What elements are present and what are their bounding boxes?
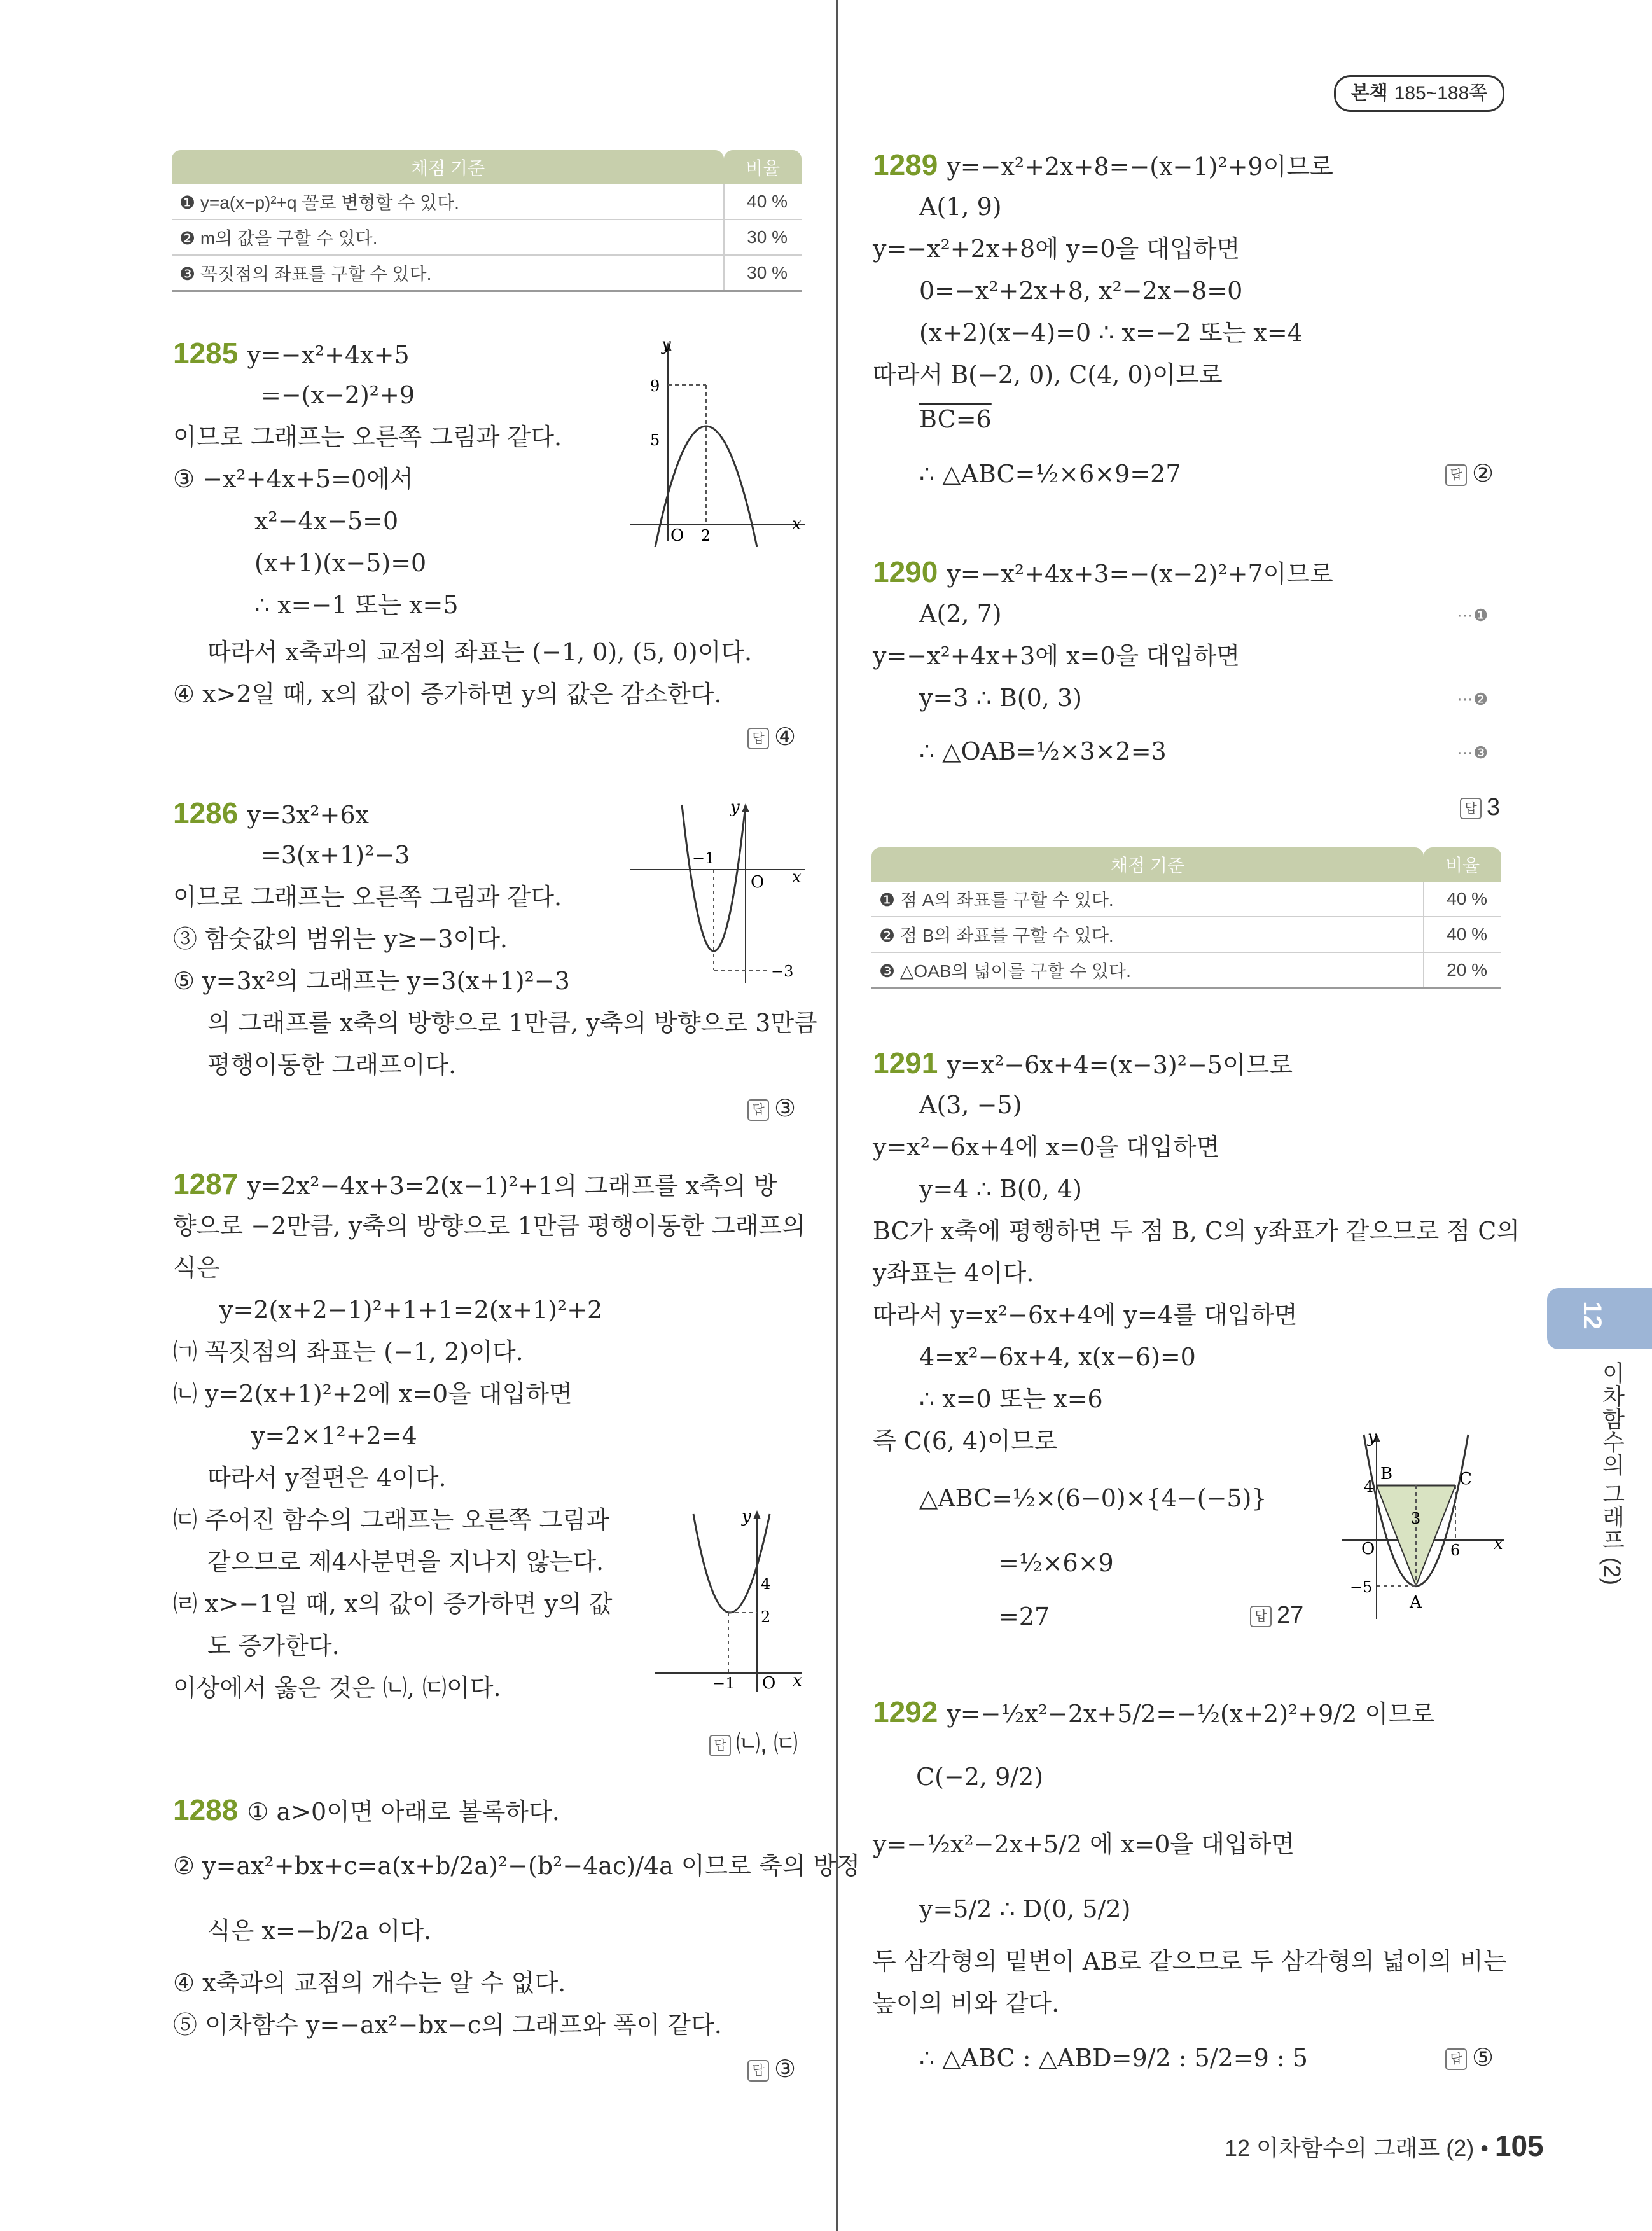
step-marker: ⋯❶ <box>1457 606 1489 625</box>
solution-line: y=−x²+4x+3=−(x−2)²+7이므로 <box>947 560 1333 588</box>
solution-line: 같으므로 제4사분면을 지나지 않는다. <box>207 1548 604 1576</box>
solution-line: (x+2)(x−4)=0 ∴ x=−2 또는 x=4 <box>919 319 1303 347</box>
solution-line: A(3, −5) <box>919 1091 1022 1119</box>
grading-table-1290 <box>871 847 1501 989</box>
solution-line: y=4 ∴ B(0, 4) <box>919 1175 1082 1203</box>
step-marker: ⋯❷ <box>1457 690 1489 709</box>
chapter-side-title: 이차함수의 그래프 (2) <box>1599 1361 1625 1586</box>
ratio-header: 비율 <box>724 150 802 184</box>
solution-line: y=5/2 ∴ D(0, 5/2) <box>919 1895 1131 1923</box>
solution-line: ⑤ 이차함수 y=−ax²−bx−c의 그래프와 폭이 같다. <box>173 2011 722 2039</box>
solution-line: ㈀ 꼭짓점의 좌표는 (−1, 2)이다. <box>173 1338 524 1366</box>
solution-line: 의 그래프를 x축의 방향으로 1만큼, y축의 방향으로 3만큼 <box>207 1009 817 1037</box>
origin-label: O <box>1361 1539 1375 1559</box>
solution-line: 이므로 그래프는 오른쪽 그림과 같다. <box>173 883 562 911</box>
solution-line: y좌표는 4이다. <box>873 1259 1034 1287</box>
tick-label: 3 <box>1411 1510 1421 1527</box>
solution-line: ④ x>2일 때, x의 값이 증가하면 y의 값은 감소한다. <box>173 680 722 708</box>
solution-line: ③ 함숫값의 범위는 y≥−3이다. <box>173 925 508 953</box>
solution-line: y=3x²+6x <box>247 801 369 829</box>
answer-mark: 답 ③ <box>747 1094 796 1123</box>
axis-label-x: x <box>792 868 802 887</box>
solution-line: y=3 ∴ B(0, 3) <box>919 684 1082 712</box>
tick-label: −1 <box>712 1674 735 1692</box>
solution-line: y=2x²−4x+3=2(x−1)²+1의 그래프를 x축의 방 <box>247 1172 777 1200</box>
criterion-cell: ❸ 꼭짓점의 좌표를 구할 수 있다. <box>172 255 724 291</box>
solution-line: ∴ △OAB=½×3×2=3 <box>919 737 1167 765</box>
solution-line: C(−2, 9/2) <box>916 1763 1044 1791</box>
criterion-cell: ❶ 점 A의 좌표를 구할 수 있다. <box>871 882 1424 917</box>
ratio-cell: 30 % <box>724 255 802 291</box>
solution-line: 평행이동한 그래프이다. <box>207 1051 457 1079</box>
footer-chapter: 12 이차함수의 그래프 (2) <box>1225 2135 1475 2161</box>
ratio-cell: 30 % <box>724 219 802 255</box>
tick-label: 2 <box>761 1608 771 1626</box>
ratio-cell: 20 % <box>1424 952 1501 989</box>
problem-number: 1289 <box>873 148 938 181</box>
grading-table-top <box>172 150 802 292</box>
tick-label: 6 <box>1450 1541 1461 1559</box>
solution-line: BC=6 <box>919 405 992 433</box>
ratio-cell: 40 % <box>1424 917 1501 952</box>
ratio-cell: 40 % <box>1424 882 1501 917</box>
solution-line: 4=x²−6x+4, x(x−6)=0 <box>919 1343 1196 1371</box>
criterion-cell: ❷ 점 B의 좌표를 구할 수 있다. <box>871 917 1424 952</box>
origin-label: O <box>670 526 684 545</box>
solution-line: ∴ x=0 또는 x=6 <box>919 1385 1103 1413</box>
criterion-cell: ❷ m의 값을 구할 수 있다. <box>172 219 724 255</box>
axis-label-y: y <box>730 798 740 817</box>
tick-label: 4 <box>1364 1478 1374 1496</box>
solution-line: (x+1)(x−5)=0 <box>254 549 427 577</box>
graph-1285 <box>623 337 808 547</box>
answer-mark: 답 ③ <box>747 2055 796 2083</box>
criterion-cell: ❸ △OAB의 넓이를 구할 수 있다. <box>871 952 1424 989</box>
point-label: A <box>1410 1593 1422 1612</box>
answer-mark: 답 ④ <box>747 723 796 751</box>
problem-number: 1288 <box>173 1793 239 1826</box>
page-range-badge: 본책 185~188쪽 <box>1334 75 1504 112</box>
solution-line: y=−x²+4x+3에 x=0을 대입하면 <box>873 642 1240 670</box>
solution-line: y=−½x²−2x+5/2 에 x=0을 대입하면 <box>873 1830 1295 1858</box>
tick-label: 2 <box>701 527 711 545</box>
solution-line: ∴ △ABC=½×6×9=27 <box>919 460 1181 488</box>
criterion-cell: ❶ y=a(x−p)²+q 꼴로 변형할 수 있다. <box>172 184 724 219</box>
origin-label: O <box>762 1674 776 1693</box>
solution-line: A(1, 9) <box>919 193 1002 221</box>
problem-number: 1287 <box>173 1167 239 1200</box>
answer-mark: 답 ⑤ <box>1445 2043 1494 2072</box>
solution-line: ㈁ y=2(x+1)²+2에 x=0을 대입하면 <box>173 1380 573 1408</box>
column-divider <box>836 0 838 2231</box>
tick-label: −1 <box>692 849 715 867</box>
solution-line: 따라서 y절편은 4이다. <box>207 1464 447 1492</box>
graph-1287 <box>649 1508 808 1699</box>
solution-line: 즉 C(6, 4)이므로 <box>873 1427 1058 1455</box>
problem-number: 1290 <box>873 555 938 588</box>
solution-line: y=2(x+2−1)²+1+1=2(x+1)²+2 <box>219 1296 603 1324</box>
solution-line: 따라서 B(−2, 0), C(4, 0)이므로 <box>873 361 1223 389</box>
tick-label: 5 <box>650 431 660 449</box>
solution-line: ㈂ 주어진 함수의 그래프는 오른쪽 그림과 <box>173 1506 609 1534</box>
solution-line: y=−x²+4x+5 <box>247 341 410 369</box>
tick-label: 4 <box>761 1575 771 1593</box>
solution-line: y=x²−6x+4=(x−3)²−5이므로 <box>947 1051 1293 1079</box>
solution-line: 두 삼각형의 밑변이 AB로 같으므로 두 삼각형의 넓이의 비는 <box>873 1947 1507 1975</box>
solution-line: y=−½x²−2x+5/2=−½(x+2)²+9/2 이므로 <box>947 1700 1435 1728</box>
solution-line: ∴ x=−1 또는 x=5 <box>254 591 459 619</box>
answer-mark: 답 3 <box>1460 794 1500 821</box>
axis-label-y: y <box>662 337 671 354</box>
point-label: C <box>1459 1470 1472 1489</box>
solution-line: 식은 <box>173 1254 220 1282</box>
solution-line: =½×6×9 <box>999 1549 1114 1577</box>
solution-line: ∴ △ABC : △ABD=9/2 : 5/2=9 : 5 <box>919 2044 1308 2072</box>
solution-line: 식은 x=−b/2a 이다. <box>207 1917 432 1945</box>
solution-line: ① a>0이면 아래로 볼록하다. <box>247 1798 560 1826</box>
axis-label-x: x <box>792 515 802 534</box>
solution-line: △ABC=½×(6−0)×{4−(−5)} <box>919 1484 1267 1512</box>
solution-line: y=−x²+2x+8=−(x−1)²+9이므로 <box>947 153 1333 181</box>
answer-mark: 답 ② <box>1445 459 1494 488</box>
solution-line: 이므로 그래프는 오른쪽 그림과 같다. <box>173 423 562 451</box>
graph-1286 <box>623 798 808 989</box>
ratio-header: 비율 <box>1424 847 1501 882</box>
origin-label: O <box>751 873 765 892</box>
problem-number: 1285 <box>173 337 239 370</box>
solution-line: 도 증가한다. <box>207 1632 340 1660</box>
axis-label-x: x <box>793 1671 802 1690</box>
step-marker: ⋯❸ <box>1457 743 1489 762</box>
solution-line: x²−4x−5=0 <box>254 507 399 535</box>
tick-label: 9 <box>650 377 660 395</box>
criterion-header: 채점 기준 <box>871 847 1424 882</box>
axis-label-y: y <box>1368 1428 1377 1447</box>
problem-number: 1292 <box>873 1695 938 1728</box>
chapter-tab: 12 <box>1547 1288 1652 1349</box>
axis-label-y: y <box>742 1508 751 1526</box>
solution-line: A(2, 7) <box>919 600 1002 628</box>
solution-line: y=−x²+2x+8에 y=0을 대입하면 <box>873 235 1240 263</box>
solution-line: ② y=ax²+bx+c=a(x+b/2a)²−(b²−4ac)/4a 이므로 축의 방정 <box>173 1852 860 1880</box>
page-footer: 12 이차함수의 그래프 (2) • 105 <box>1225 2129 1544 2162</box>
solution-line: 향으로 −2만큼, y축의 방향으로 1만큼 평행이동한 그래프의 <box>173 1212 805 1240</box>
solution-line: 따라서 y=x²−6x+4에 y=4를 대입하면 <box>873 1301 1298 1329</box>
solution-line: 이상에서 옳은 것은 ㈁, ㈂이다. <box>173 1674 501 1702</box>
solution-line: =3(x+1)²−3 <box>261 841 410 869</box>
solution-line: y=2×1²+2=4 <box>251 1422 417 1450</box>
graph-1291 <box>1336 1428 1514 1625</box>
solution-line: 0=−x²+2x+8, x²−2x−8=0 <box>919 277 1243 305</box>
solution-line: ⑤ y=3x²의 그래프는 y=3(x+1)²−3 <box>173 967 570 995</box>
tick-label: −3 <box>771 963 794 980</box>
solution-line: =27 <box>999 1602 1050 1630</box>
criterion-header: 채점 기준 <box>172 150 724 184</box>
axis-label-x: x <box>1494 1534 1503 1553</box>
solution-line: ④ x축과의 교점의 개수는 알 수 없다. <box>173 1969 566 1997</box>
tick-label: −5 <box>1350 1578 1373 1596</box>
problem-number: 1291 <box>873 1046 938 1080</box>
solution-line: BC가 x축에 평행하면 두 점 B, C의 y좌표가 같으므로 점 C의 <box>873 1217 1520 1245</box>
solution-line: ③ −x²+4x+5=0에서 <box>173 465 413 493</box>
point-label: B <box>1380 1464 1393 1484</box>
solution-line: 높이의 비와 같다. <box>873 1989 1060 2017</box>
solution-line: ㈃ x>−1일 때, x의 값이 증가하면 y의 값 <box>173 1590 613 1618</box>
solution-line: y=x²−6x+4에 x=0을 대입하면 <box>873 1133 1220 1161</box>
solution-line: =−(x−2)²+9 <box>261 381 415 409</box>
answer-mark: 답 27 <box>1250 1602 1303 1629</box>
ratio-cell: 40 % <box>724 184 802 219</box>
problem-number: 1286 <box>173 796 239 830</box>
page-number: 105 <box>1494 2129 1544 2162</box>
answer-mark: 답 ㈁, ㈂ <box>709 1724 798 1759</box>
solution-line: 따라서 x축과의 교점의 좌표는 (−1, 0), (5, 0)이다. <box>207 638 753 666</box>
